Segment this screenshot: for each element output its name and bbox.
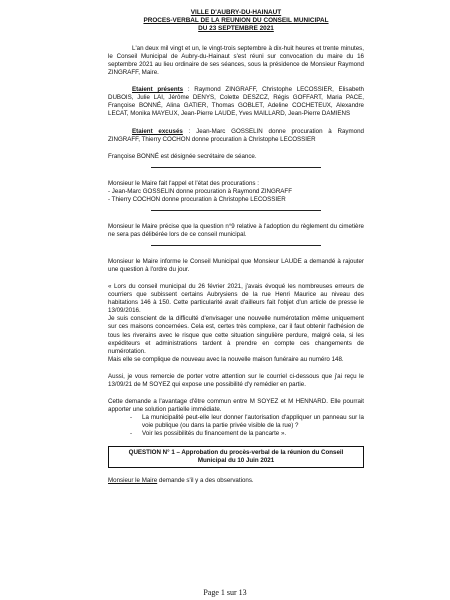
observations-text: demande s'il y a des observations. — [157, 477, 254, 485]
page-number: Page 1 sur 13 — [203, 588, 247, 597]
attendees-paragraph — [108, 86, 364, 118]
list-item: - La municipalité peut-elle leur donner l'autorisation d'appliquer un panneau sur la voie publique (ou dans la partie privée visible de la rue) ? — [142, 414, 364, 430]
quote-paragraph: Aussi, je vous remercie de porter votre attention sur le courriel ci-dessous que j'ai reçu le 13/09/21 de M SOYEZ qui expose une possibilité d'y remédier en partie. — [108, 372, 364, 388]
quote-paragraph: Mais elle se complique de nouveau avec la nouvelle maison funéraire au numéro 148. — [108, 355, 344, 363]
question1-heading: QUESTION N° 1 – Approbation du procès-verbal de la réunion du Conseil Municipal du 10 Juin 2021 — [108, 446, 364, 468]
meeting-date: DU 23 SEPTEMBRE 2021 — [198, 25, 274, 32]
divider — [151, 210, 321, 211]
town-name: VILLE D'AUBRY-DU-HAINAUT — [190, 9, 282, 16]
document-title: PROCES-VERBAL DE LA REUNION DU CONSEIL MUNICIPAL — [143, 17, 329, 24]
quote-paragraph: Je suis conscient de la difficulté d'envisager une nouvelle numérotation même uniquement sur ces maisons concernées. Cela est, certes très complexe, car il faut obtenir l'adhésion de tous les riverains avec le risque que cette situation singulière perdure, malgré cela, si les expéditeurs et administrations tardent à prendre en compte ces changements de numérotation. — [108, 315, 364, 355]
divider — [151, 245, 321, 246]
proxy-item: - Thierry COCHON donne procuration à Christophe LECOSSIER — [108, 195, 286, 203]
intro-paragraph: L'an deux mil vingt et un, le vingt-trois septembre à dix-huit heures et trente minutes, le Conseil Municipal de Aubry-du-Hainaut s'est réuni sur convocation du maire du 16 septembre 2021 au lieu ordinaire de ses séances, sous la présidence de Monsieur Raymond ZINGRAFF, Maire. — [108, 45, 364, 77]
request-list — [108, 414, 364, 438]
roll-call-intro: Monsieur le Maire fait l'appel et l'état des procurations : — [108, 179, 259, 187]
proxy-item: - Jean-Marc GOSSELIN donne procuration à Raymond ZINGRAFF — [108, 187, 292, 195]
added-question-paragraph: Monsieur le Maire informe le Conseil Municipal que Monsieur LAUDE a demandé à rajouter une question à l'ordre du jour. — [108, 258, 364, 274]
excused-paragraph — [108, 128, 364, 144]
excused-list: : Jean-Marc GOSSELIN donne procuration à Raymond ZINGRAFF, Thierry COCHON donne procuration à Christophe LECOSSIER — [108, 127, 364, 143]
attendees-label: Etaient présents — [132, 86, 184, 94]
excused-label: Etaient excusés — [132, 127, 183, 135]
attendees-list: : Raymond ZINGRAFF, Christophe LECOSSIER, Elisabeth DUBOIS, Julie LAI, Jérôme DENYS, Colette DESZCZ, Régis GOFFART, Maria PACE, Françoise BONNÉ, Alina GATIER, Thomas GOBLET, Adeline COCHETEUX, Alexandre LECAT, Monika MAYEUX, Jean-Pierre LAUDE, Yves MAILLARD, Jean-Pierre DAMIENS — [108, 86, 364, 118]
secretary-paragraph: Françoise BONNÉ est désignée secrétaire de séance. — [108, 152, 257, 160]
quote-paragraph: « Lors du conseil municipal du 26 février 2021, j'avais évoqué les nombreuses erreurs de courriers que subissent certains Aubrysiens de la rue Henri Maurice au niveau des habitations 146 à 150. Cette particularité avait d'ailleurs fait l'objet d'un article de presse le 13/09/2016. — [108, 283, 364, 315]
list-item: - Voir les possibilités du financement de la pancarte ». — [142, 430, 364, 438]
divider — [151, 167, 321, 168]
mayor-label: Monsieur le Maire — [108, 477, 158, 485]
observations-paragraph — [108, 477, 364, 485]
quote-paragraph: Cette demande a l'avantage d'être commun entre M SOYEZ et M HENNARD. Elle pourrait apporter une solution partielle immédiate. — [108, 397, 364, 413]
question9-paragraph: Monsieur le Maire précise que la question n°9 relative à l'adoption du règlement du cimetière ne sera pas délibérée lors de ce conseil municipal. — [108, 222, 364, 238]
